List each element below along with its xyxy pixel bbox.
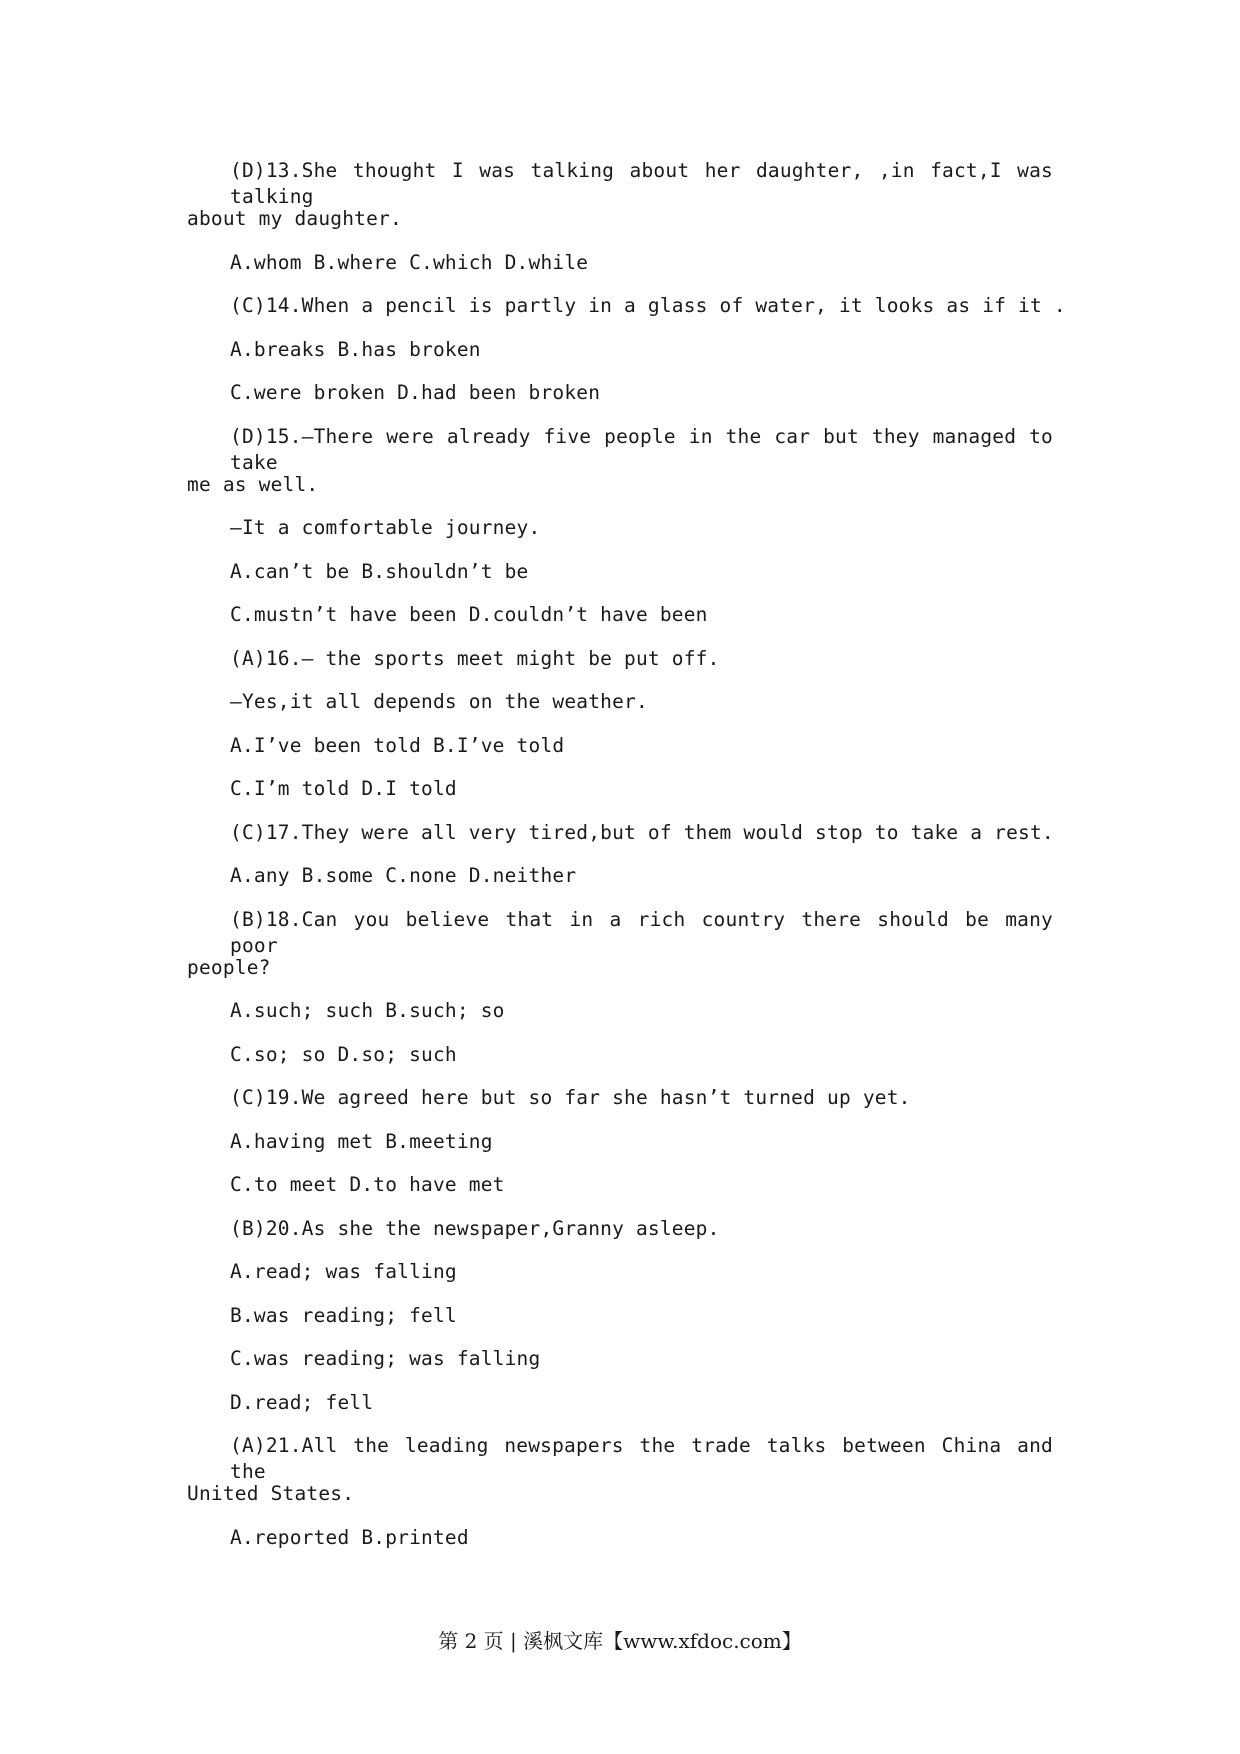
question-20-option-d: D.read; fell [230, 1390, 374, 1414]
question-19-stem: (C)19.We agreed here but so far she hasn’t turned up yet. [230, 1086, 911, 1109]
question-16-stem: (A)16.— the sports meet might be put off. [230, 646, 720, 670]
question-15-options-ab: A.can’t be B.shouldn’t be [230, 559, 529, 583]
question-18-stem-cont: people? [187, 955, 271, 979]
question-15-stem-cont: me as well. [187, 472, 319, 496]
question-19-options-ab: A.having met B.meeting [230, 1129, 493, 1153]
question-21-stem: (A)21.All the leading newspapers the trade talks between China and the [230, 1434, 1053, 1483]
question-20-option-b: B.was reading; fell [230, 1303, 457, 1327]
question-14-stem: (C)14.When a pencil is partly in a glass of water, it looks as if it . [230, 294, 1066, 317]
question-15-options-cd: C.mustn’t have been D.couldn’t have been [230, 603, 708, 626]
question-list [187, 158, 1066, 1568]
question-13-stem: (D)13.She thought I was talking about her daughter, ,in fact,I was talking [230, 159, 1053, 208]
question-18-options-ab: A.such; such B.such; so [230, 999, 505, 1022]
question-17-options: A.any B.some C.none D.neither [230, 864, 577, 887]
question-13-stem-cont: about my daughter. [187, 207, 402, 230]
question-17-stem: (C)17.They were all very tired,but of them would stop to take a rest. [230, 820, 1054, 844]
question-14-options-cd: C.were broken D.had been broken [230, 381, 601, 404]
question-14-options-ab: A.breaks B.has broken [230, 337, 481, 361]
question-21-options: A.reported B.printed [230, 1525, 469, 1549]
question-18-options-cd: C.so; so D.so; such [230, 1042, 457, 1066]
question-21-stem-cont: United States. [187, 1482, 355, 1505]
page-footer: 第 2 页 | 溪枫文库【www.xfdoc.com】 [438, 1629, 802, 1653]
question-15-stem: (D)15.—There were already five people in the car but they managed to take [230, 424, 1053, 474]
question-16-options-ab: A.I’ve been told B.I’ve told [230, 733, 565, 757]
question-16-options-cd: C.I’m told D.I told [230, 777, 457, 800]
question-18-stem: (B)18.Can you believe that in a rich country there should be many poor [230, 907, 1053, 957]
question-20-option-a: A.read; was falling [230, 1260, 457, 1283]
question-15-reply: —It a comfortable journey. [230, 516, 541, 539]
question-20-option-c: C.was reading; was falling [230, 1347, 541, 1370]
question-13-options: A.whom B.where C.which D.while [230, 250, 589, 274]
question-20-stem: (B)20.As she the newspaper,Granny asleep. [230, 1216, 720, 1240]
question-16-reply: —Yes,it all depends on the weather. [230, 690, 648, 713]
question-19-options-cd: C.to meet D.to have met [230, 1173, 505, 1196]
